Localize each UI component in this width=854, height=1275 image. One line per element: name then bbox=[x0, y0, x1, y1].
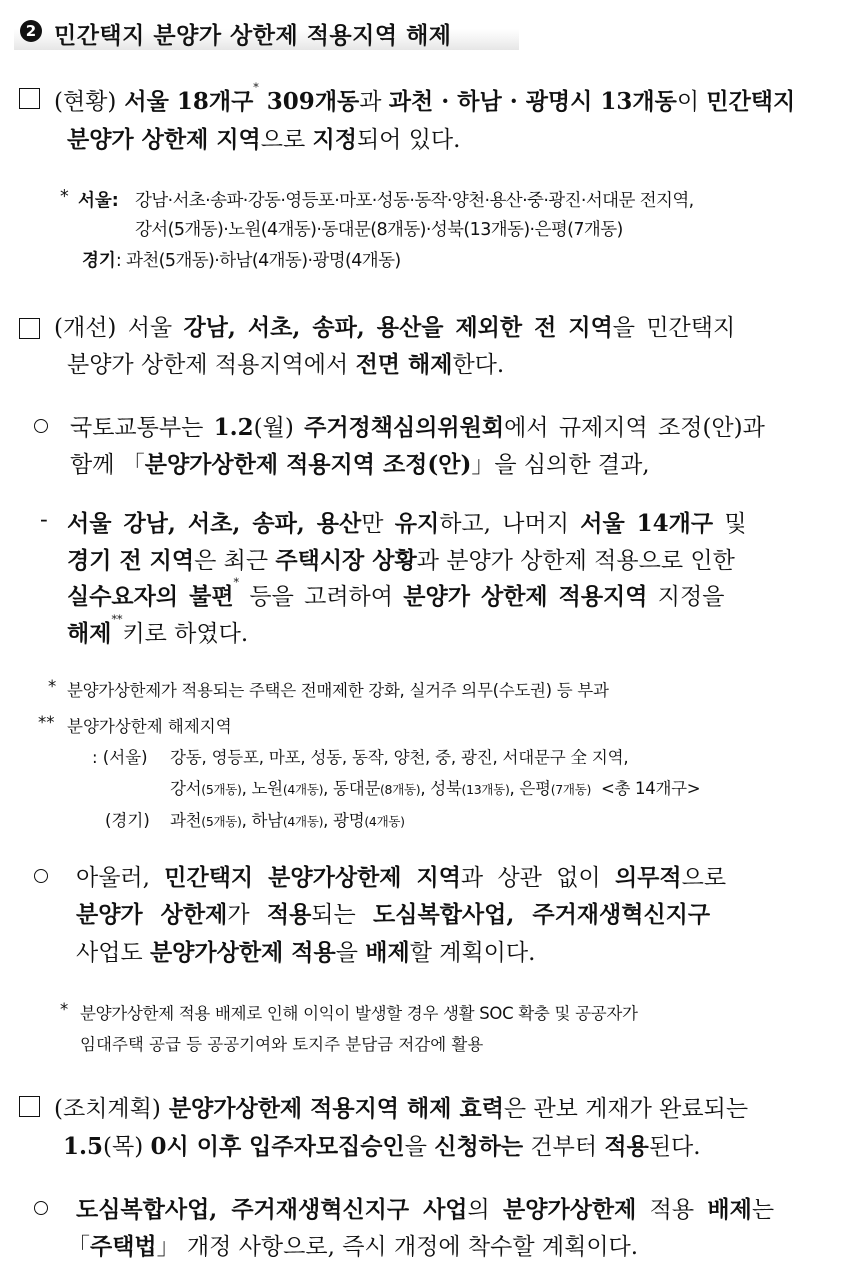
p6-line2 bbox=[63, 1128, 701, 1161]
text: 함께 「 bbox=[70, 452, 145, 478]
text-small: (13개동) bbox=[461, 782, 510, 797]
p5-line3 bbox=[76, 934, 535, 967]
text: (월) bbox=[253, 415, 305, 441]
gyeonggi-label: 경기 bbox=[82, 251, 116, 271]
text: 과 bbox=[359, 89, 389, 115]
note2-seoul-label: : (서울) bbox=[92, 748, 148, 767]
p4-line3 bbox=[67, 578, 724, 611]
text-bold: 서울 18개구 bbox=[116, 88, 254, 115]
text: 만 bbox=[361, 511, 395, 537]
text: 에서 규제지역 조정(안)과 bbox=[504, 415, 765, 441]
text-bold: 배제 bbox=[365, 939, 410, 966]
checkbox-square-icon bbox=[19, 318, 40, 339]
text-bold: 분양가상한제 적용 bbox=[149, 939, 336, 966]
p1-note-star: * bbox=[60, 187, 69, 207]
text-bold: 주택시장 상황 bbox=[275, 547, 417, 574]
text-bold: 유지 bbox=[394, 510, 440, 537]
text-bold: 해제 bbox=[67, 620, 112, 647]
text: 된다. bbox=[648, 1134, 701, 1160]
text: 서울 bbox=[116, 315, 184, 341]
note2-seoul-line1: 강동, 영등포, 마포, 성동, 동작, 양천, 중, 광진, 서대문구 全 지역, bbox=[170, 748, 629, 767]
section-number-badge: 2 bbox=[20, 20, 42, 42]
text: 강서 bbox=[170, 779, 202, 798]
text-small: (7개동) bbox=[550, 782, 592, 797]
p7-line1 bbox=[76, 1191, 774, 1224]
text-bold: 분양가 상한제 적용지역 bbox=[403, 583, 648, 610]
text: 되는 bbox=[311, 902, 374, 928]
text-bold: 주거정책심의위원회 bbox=[304, 414, 505, 441]
text: 국토교통부는 bbox=[70, 415, 214, 441]
text: 할 계획이다. bbox=[409, 940, 536, 966]
tag-action-plan: (조치계획) bbox=[54, 1096, 161, 1122]
p5-line1 bbox=[76, 859, 726, 892]
text: 「 bbox=[67, 1234, 90, 1260]
text-bold: 적용 bbox=[604, 1133, 649, 1160]
p5-line2 bbox=[76, 896, 710, 929]
footnote-mark: * bbox=[253, 81, 259, 94]
p4-line1 bbox=[67, 505, 747, 538]
text-bold: 민간택지 bbox=[706, 88, 796, 115]
p7-line2 bbox=[67, 1228, 638, 1261]
text: 이 bbox=[676, 89, 707, 115]
text: 을 민간택지 bbox=[612, 315, 736, 341]
note1-star: * bbox=[48, 677, 57, 696]
footnote-mark: * bbox=[233, 576, 240, 589]
text: 과천 bbox=[170, 811, 202, 830]
text-bold: 강남, 서초, 송파, 용산을 제외한 전 지역 bbox=[183, 314, 613, 341]
text: 건부터 bbox=[523, 1134, 605, 1160]
text: 으로 bbox=[260, 127, 313, 153]
checkbox-square-icon bbox=[19, 1096, 40, 1117]
section-header bbox=[14, 14, 519, 50]
text: 」을 심의한 결과, bbox=[471, 452, 650, 478]
text-bold: 1.2 bbox=[213, 414, 254, 441]
circle-bullet-icon bbox=[34, 1201, 48, 1215]
text-small: (5개동) bbox=[201, 814, 242, 829]
note2-gyeonggi-label: (경기) bbox=[105, 811, 150, 830]
text-bold: 전면 해제 bbox=[355, 351, 453, 378]
p5-note-star: * bbox=[60, 1000, 69, 1019]
footnote-mark: ** bbox=[111, 613, 123, 626]
p3-line1 bbox=[70, 409, 765, 442]
text-bold: 분양가상한제 적용지역 조정(안) bbox=[144, 451, 472, 478]
p3-line2 bbox=[70, 446, 650, 479]
note2-text: 분양가상한제 해제지역 bbox=[67, 717, 232, 736]
circle-bullet-icon bbox=[34, 869, 48, 883]
p5-note-line1: 분양가상한제 적용 배제로 인해 이익이 발생할 경우 생활 SOC 확충 및 공공자가 bbox=[80, 1004, 638, 1023]
p1-line1 bbox=[54, 83, 795, 116]
text: (목) bbox=[103, 1134, 151, 1160]
text-small: (5개동) bbox=[201, 782, 242, 797]
text: 는 bbox=[751, 1197, 775, 1223]
text: 적용 bbox=[636, 1197, 708, 1223]
text-bold: 분양가 상한제 지역 bbox=[67, 126, 261, 153]
text: , 동대문 bbox=[323, 779, 380, 798]
p2-line2 bbox=[67, 346, 504, 379]
p1-note-seoul-line1: 강남·서초·송파·강동·영등포·마포·성동·동작·양천·용산·중·광진·서대문 전지역, bbox=[135, 191, 694, 211]
p4-line4 bbox=[67, 615, 248, 648]
text-bold: 적용 bbox=[266, 901, 312, 928]
text: , 광명 bbox=[323, 811, 365, 830]
text-small: (8개동) bbox=[379, 782, 421, 797]
text: 과 상관 없이 bbox=[460, 865, 615, 891]
p1-note-seoul-line2: 강서(5개동)·노원(4개동)·동대문(8개동)·성북(13개동)·은평(7개동) bbox=[135, 220, 623, 240]
p1-note-gyeonggi bbox=[82, 247, 401, 272]
text-bold: 주택법 bbox=[90, 1233, 157, 1260]
p5-note-line2: 임대주택 공급 등 공공기여와 토지주 분담금 저감에 활용 bbox=[80, 1035, 484, 1054]
text-bold: 지정 bbox=[312, 126, 357, 153]
p2-line1 bbox=[54, 309, 735, 342]
text-small: (4개동) bbox=[282, 782, 324, 797]
p1-note-seoul-label: 서울: bbox=[78, 191, 119, 211]
text: 은 관보 게재가 완료되는 bbox=[503, 1096, 749, 1122]
tag-status: (현황) bbox=[54, 89, 117, 115]
text-bold: 과천 · 하남 · 광명시 13개동 bbox=[388, 88, 677, 115]
text: 사업도 bbox=[76, 940, 150, 966]
text: 등을 고려하여 bbox=[239, 584, 404, 610]
text: 되어 있다. bbox=[356, 127, 461, 153]
text: 및 bbox=[713, 511, 747, 537]
text-bold: 도심복합사업, 주거재생혁신지구 bbox=[373, 901, 711, 928]
text: , 성북 bbox=[420, 779, 462, 798]
text: 하고, 나머지 bbox=[439, 511, 581, 537]
circle-bullet-icon bbox=[34, 419, 48, 433]
tag-improvement: (개선) bbox=[54, 315, 117, 341]
dash-bullet: - bbox=[40, 507, 48, 533]
text-small: (4개동) bbox=[282, 814, 324, 829]
text: 지정을 bbox=[647, 584, 725, 610]
note2-gyeonggi-line bbox=[170, 807, 405, 831]
text: , 노원 bbox=[241, 779, 283, 798]
text-bold: 신청하는 bbox=[434, 1133, 524, 1160]
checkbox-square-icon bbox=[19, 88, 40, 109]
text: , 하남 bbox=[241, 811, 283, 830]
text-bold: 309개동 bbox=[258, 88, 360, 115]
text-bold: 도심복합사업, 주거재생혁신지구 사업 bbox=[76, 1196, 468, 1223]
p1-line2 bbox=[67, 121, 460, 154]
note1-text: 분양가상한제가 적용되는 주택은 전매제한 강화, 실거주 의무(수도권) 등 부과 bbox=[67, 681, 609, 700]
text: 은 최근 bbox=[194, 548, 276, 574]
text: 의 bbox=[467, 1197, 504, 1223]
text: 키로 하였다. bbox=[122, 621, 249, 647]
text: , 은평 bbox=[509, 779, 551, 798]
text: 과 분양가 상한제 적용으로 인한 bbox=[416, 548, 735, 574]
text: 분양가 상한제 적용지역에서 bbox=[67, 352, 356, 378]
text: 아울러, bbox=[76, 865, 165, 891]
text-bold: 분양가상한제 적용지역 해제 효력 bbox=[160, 1095, 504, 1122]
text-bold: 분양가 상한제 bbox=[76, 901, 228, 928]
text-bold: 의무적 bbox=[614, 864, 682, 891]
text: <총 14개구> bbox=[591, 779, 701, 798]
text-bold: 분양가상한제 bbox=[503, 1196, 637, 1223]
text-small: (4개동) bbox=[364, 814, 405, 829]
text: 한다. bbox=[452, 352, 505, 378]
note2-seoul-line2 bbox=[170, 775, 700, 799]
text-bold: 서울 강남, 서초, 송파, 용산 bbox=[67, 510, 362, 537]
text-bold: 경기 전 지역 bbox=[67, 547, 195, 574]
text: 으로 bbox=[681, 865, 727, 891]
text-bold: 서울 14개구 bbox=[580, 510, 714, 537]
gyeonggi-text: : 과천(5개동)·하남(4개동)·광명(4개동) bbox=[115, 251, 401, 271]
text-bold: 1.5 bbox=[63, 1133, 104, 1160]
note2-star: ** bbox=[38, 713, 55, 732]
p4-line2 bbox=[67, 542, 735, 575]
text: 가 bbox=[227, 902, 267, 928]
text-bold: 민간택지 분양가상한제 지역 bbox=[164, 864, 461, 891]
section-title: 민간택지 분양가 상한제 적용지역 해제 bbox=[54, 23, 452, 49]
text: 을 bbox=[404, 1134, 435, 1160]
text-bold: 실수요자의 불편 bbox=[67, 583, 234, 610]
text-bold: 배제 bbox=[707, 1196, 752, 1223]
p6-line1 bbox=[54, 1090, 748, 1123]
text-bold: 0시 이후 입주자모집승인 bbox=[150, 1133, 405, 1160]
text: 을 bbox=[335, 940, 366, 966]
text: 」 개정 사항으로, 즉시 개정에 착수할 계획이다. bbox=[156, 1234, 639, 1260]
